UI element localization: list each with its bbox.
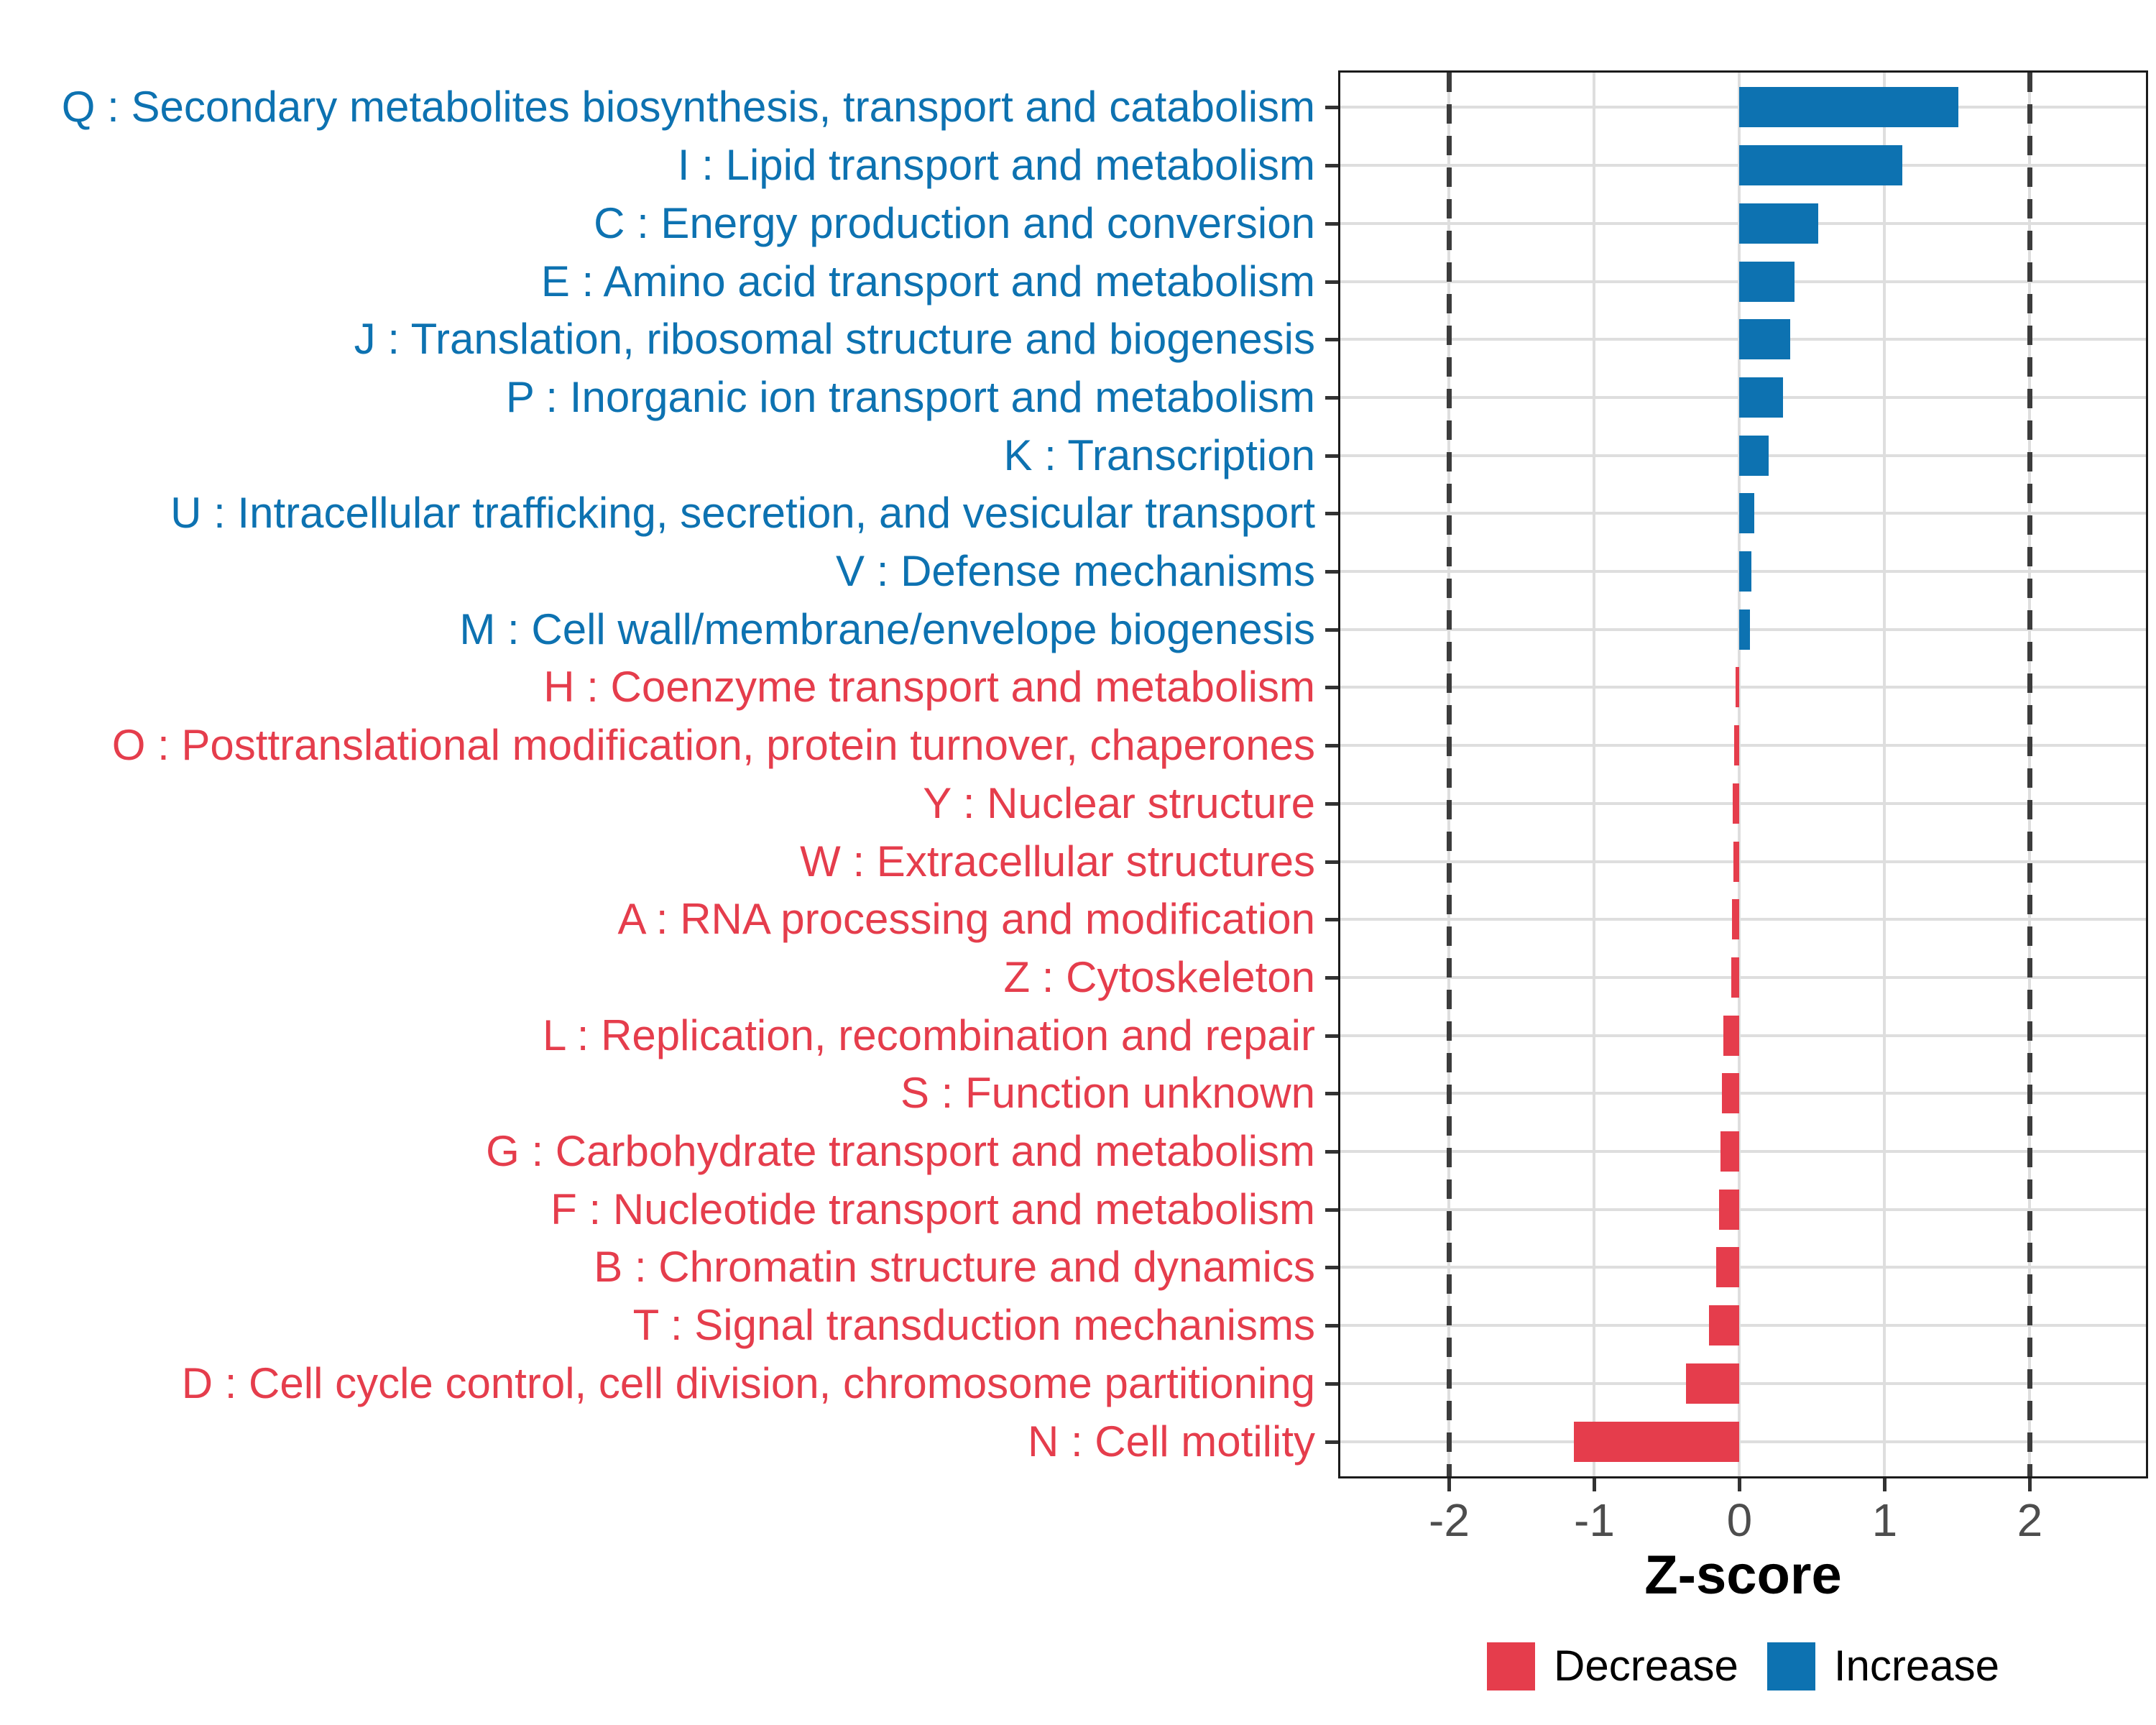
category-label-V: V : Defense mechanisms — [836, 547, 1315, 596]
bar-E — [1739, 262, 1795, 302]
y-tick — [1325, 1150, 1338, 1154]
category-label-S: S : Function unknown — [900, 1069, 1315, 1118]
y-tick — [1325, 686, 1338, 689]
category-label-G: G : Carbohydrate transport and metabolism — [486, 1127, 1315, 1176]
x-tick-label: 2 — [2017, 1494, 2043, 1546]
y-tick — [1325, 106, 1338, 109]
y-tick — [1325, 222, 1338, 226]
reference-line — [2027, 73, 2032, 1476]
h-gridline — [1340, 976, 2146, 979]
bar-J — [1739, 319, 1790, 359]
bar-B — [1716, 1247, 1739, 1287]
bar-D — [1686, 1363, 1740, 1404]
bar-K — [1739, 436, 1768, 476]
x-tick-label: 1 — [1871, 1494, 1898, 1546]
y-tick — [1325, 1266, 1338, 1269]
bar-Q — [1739, 87, 1958, 127]
y-tick — [1325, 802, 1338, 806]
y-tick — [1325, 338, 1338, 341]
h-gridline — [1340, 860, 2146, 863]
category-label-Q: Q : Secondary metabolites biosynthesis, transport and catabolism — [61, 83, 1315, 132]
y-tick — [1325, 1034, 1338, 1038]
y-tick — [1325, 1324, 1338, 1328]
category-label-M: M : Cell wall/membrane/envelope biogenesis — [459, 604, 1315, 653]
legend-label: Decrease — [1554, 1642, 1738, 1690]
y-tick — [1325, 976, 1338, 980]
legend-swatch-increase — [1767, 1642, 1815, 1690]
y-tick — [1325, 918, 1338, 921]
bar-P — [1739, 377, 1783, 418]
bar-H — [1736, 667, 1739, 707]
bar-Y — [1733, 783, 1739, 824]
v-gridline — [1883, 73, 1886, 1476]
category-label-U: U : Intracellular trafficking, secretion, and vesicular transport — [170, 489, 1315, 538]
h-gridline — [1340, 1208, 2146, 1211]
category-label-E: E : Amino acid transport and metabolism — [540, 257, 1315, 305]
category-label-F: F : Nucleotide transport and metabolism — [550, 1184, 1315, 1233]
reference-line — [1447, 73, 1452, 1476]
y-tick — [1325, 164, 1338, 167]
bar-F — [1719, 1190, 1739, 1230]
category-label-W: W : Extracellular structures — [800, 837, 1315, 886]
y-tick — [1325, 280, 1338, 284]
category-label-A: A : RNA processing and modification — [617, 895, 1315, 944]
legend-item-increase — [1767, 1642, 1999, 1690]
category-label-D: D : Cell cycle control, cell division, chromosome partitioning — [181, 1358, 1315, 1407]
bar-Z — [1731, 957, 1740, 998]
y-tick — [1325, 1440, 1338, 1444]
bar-W — [1733, 842, 1739, 882]
legend-item-decrease — [1487, 1642, 1738, 1690]
h-gridline — [1340, 1150, 2146, 1153]
y-tick — [1325, 396, 1338, 400]
bar-U — [1739, 493, 1754, 533]
bar-C — [1739, 203, 1818, 244]
h-gridline — [1340, 1440, 2146, 1443]
legend-label: Increase — [1833, 1642, 1999, 1690]
h-gridline — [1340, 802, 2146, 805]
v-gridline — [1593, 73, 1595, 1476]
category-label-O: O : Posttranslational modification, protein turnover, chaperones — [111, 721, 1315, 770]
y-tick — [1325, 628, 1338, 632]
bar-L — [1723, 1016, 1739, 1056]
h-gridline — [1340, 1034, 2146, 1037]
bar-T — [1709, 1305, 1739, 1346]
x-tick — [1883, 1478, 1886, 1491]
bar-I — [1739, 145, 1902, 185]
bar-O — [1734, 725, 1739, 765]
bar-G — [1720, 1131, 1739, 1172]
x-tick — [2028, 1478, 2032, 1491]
category-label-I: I : Lipid transport and metabolism — [677, 141, 1315, 190]
x-tick-label: -1 — [1574, 1494, 1615, 1546]
y-tick — [1325, 1092, 1338, 1095]
category-label-B: B : Chromatin structure and dynamics — [594, 1243, 1315, 1292]
h-gridline — [1340, 744, 2146, 747]
h-gridline — [1340, 918, 2146, 921]
bar-A — [1732, 899, 1740, 939]
x-axis-title: Z-score — [1644, 1545, 1842, 1606]
plot-panel — [1338, 70, 2148, 1478]
x-tick — [1738, 1478, 1741, 1491]
category-label-K: K : Transcription — [1003, 431, 1315, 479]
category-label-N: N : Cell motility — [1027, 1417, 1315, 1466]
y-tick — [1325, 1382, 1338, 1386]
y-tick — [1325, 570, 1338, 574]
category-label-Y: Y : Nuclear structure — [923, 778, 1315, 827]
x-tick-label: -2 — [1429, 1494, 1470, 1546]
bar-M — [1739, 610, 1749, 650]
legend — [1338, 1641, 2148, 1691]
y-tick — [1325, 512, 1338, 515]
legend-swatch-decrease — [1487, 1642, 1535, 1690]
y-tick — [1325, 1208, 1338, 1212]
category-label-T: T : Signal transduction mechanisms — [632, 1301, 1315, 1350]
h-gridline — [1340, 686, 2146, 689]
x-tick — [1593, 1478, 1596, 1491]
bar-N — [1574, 1422, 1739, 1462]
bar-V — [1739, 551, 1751, 592]
x-tick — [1447, 1478, 1451, 1491]
x-tick-label: 0 — [1726, 1494, 1753, 1546]
h-gridline — [1340, 1382, 2146, 1385]
bar-S — [1722, 1073, 1739, 1113]
y-tick — [1325, 860, 1338, 864]
category-label-L: L : Replication, recombination and repair — [542, 1011, 1315, 1059]
h-gridline — [1340, 1266, 2146, 1269]
category-label-P: P : Inorganic ion transport and metabolism — [505, 372, 1315, 421]
h-gridline — [1340, 1092, 2146, 1095]
category-label-H: H : Coenzyme transport and metabolism — [543, 663, 1315, 712]
category-label-J: J : Translation, ribosomal structure and biogenesis — [354, 315, 1315, 364]
y-tick — [1325, 454, 1338, 458]
category-label-Z: Z : Cytoskeleton — [1003, 952, 1315, 1001]
category-label-C: C : Energy production and conversion — [594, 198, 1315, 247]
h-gridline — [1340, 1324, 2146, 1327]
y-tick — [1325, 744, 1338, 748]
